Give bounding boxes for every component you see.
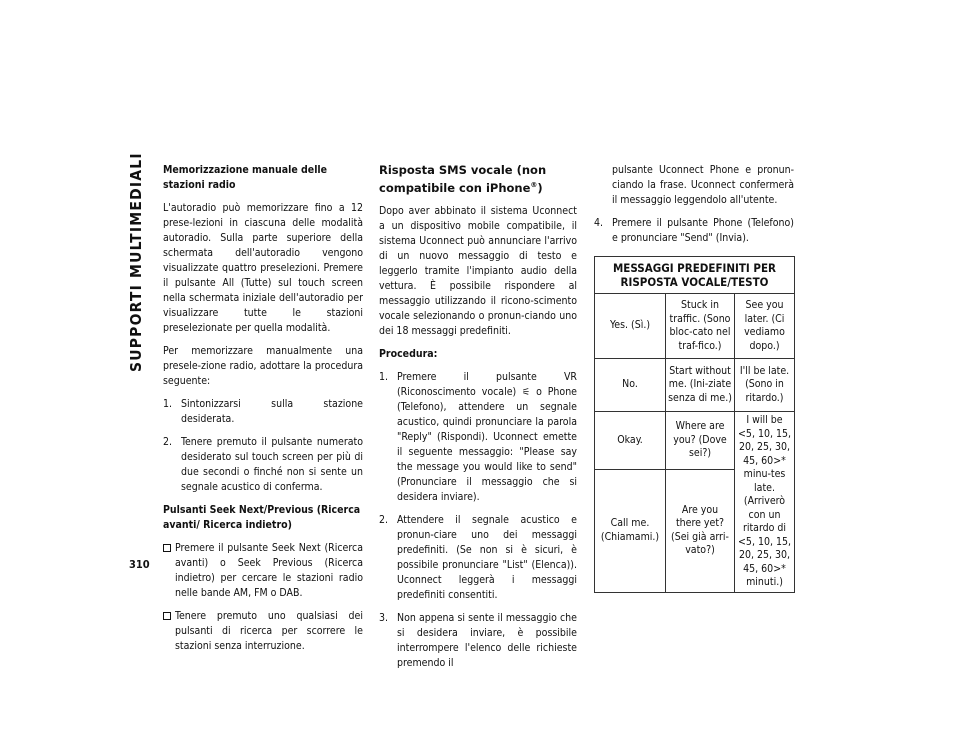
table-cell: Start without me. (Ini-ziate senza di me.) [666,359,735,412]
table-cell: Yes. (Sì.) [595,294,666,359]
list-item: pulsante Uconnect Phone e pronun-ciando la frase. Uconnect confermerà il messaggio leggendolo all'utente. [612,164,794,206]
table-cell: I will be <5, 10, 15, 20, 25, 30, 45, 60>* minu-tes late. (Arriverò con un ritardo di <5, 10, 15, 20, 25, 30, 45, 60>* minuti.) [735,412,795,593]
paragraph-presets-intro: L'autoradio può memorizzare fino a 12 prese-lezioni in ciascuna delle modalità autoradio. Sulla parte superiore della schermata dell'autoradio vengono visualizzate quattro preselezioni. Premere il pulsante All (Tutte) sul touch screen nella schermata iniziale dell'autoradio per visualizzare tutte le stazioni preselezionate per quella modalità. [163,202,363,334]
procedure-label: Procedura: [379,347,438,360]
table-cell: Stuck in traffic. (Sono bloc-cato nel traf-fico.) [666,294,735,359]
table-cell: No. [595,359,666,412]
preset-steps-list [163,397,363,495]
column-middle [379,163,577,679]
heading-seek-buttons: Pulsanti Seek Next/Previous (Ricerca avanti/ Ricerca indietro) [163,504,361,531]
column-left [163,163,363,662]
table-cell: Where are you? (Dove sei?) [666,412,735,470]
checkbox-square-icon [163,612,171,620]
page-number: 310 [129,558,150,571]
sms-steps-list [379,370,577,671]
table-cell: Okay. [595,412,666,470]
checkbox-square-icon [163,544,171,552]
table-cell: Are you there yet? (Sei già arri-vato?) [666,469,735,592]
table-cell: I'll be late. (Sono in ritardo.) [735,359,795,412]
paragraph-procedure-intro: Per memorizzare manualmente una presele-zione radio, adottare la procedura seguente: [163,345,363,387]
voice-recognition-icon: ⚟ [522,386,531,398]
table-cell: See you later. (Ci vediamo dopo.) [735,294,795,359]
heading-manual-presets: Memorizzazione manuale delle stazioni radio [163,164,328,191]
column-right [594,163,794,254]
paragraph-sms-intro: Dopo aver abbinato il sistema Uconnect a un dispositivo mobile compatibile, il sistema Uconnect può annunciare l'arrivo di un nuovo messaggio di testo e leggerlo tramite l'impianto audio della vettura. È possibile rispondere al messaggio utilizzando il ricono-scimento vocale selezionando o pronun-ciando uno dei 18 messaggi predefiniti. [379,204,577,337]
table-row [595,359,795,412]
heading-sms-voice-reply: Risposta SMS vocale (non compatibile con iPhone®) [379,163,547,195]
list-item: 3. Non appena si sente il messaggio che si desidera inviare, è possibile interrompere l'elenco delle richieste premendo il [379,611,577,669]
list-item: Tenere premuto uno qualsiasi dei pulsanti di ricerca per scorrere le stazioni senza interruzione. [163,609,363,654]
table-header: MESSAGGI PREDEFINITI PER RISPOSTA VOCALE/TESTO [595,257,795,294]
sms-steps-list-continued [594,163,794,246]
list-item: 2. Tenere premuto il pulsante numerato desiderato sul touch screen per più di due secondi o finché non si sente un segnale acustico di conferma. [163,436,363,493]
seek-bullet-list [163,541,363,654]
list-item: 4. Premere il pulsante Phone (Telefono) e pronunciare "Send" (Invia). [594,217,794,244]
predefined-messages-table [594,256,795,593]
table-row [595,294,795,359]
section-side-title: SUPPORTI MULTIMEDIALI [127,152,145,372]
list-item: 2. Attendere il segnale acustico e pronun-ciare uno dei messaggi predefiniti. (Se non si è sicuri, è possibile pronunciare "List" (Elenca)). Uconnect leggerà i messaggi predefiniti consentiti. [379,513,577,601]
list-item: 1. Sintonizzarsi sulla stazione desiderata. [163,398,363,425]
table-row [595,412,795,470]
table-cell: Call me. (Chiamami.) [595,469,666,592]
list-item: 1. Premere il pulsante VR (Riconoscimento vocale) ⚟ o Phone (Telefono), attendere un segnale acustico, quindi pronunciare la parola "Reply" (Rispondi). Uconnect emette il seguente messaggio: "Please say the message you would like to send" (Pronunciare il messaggio che si desidera inviare). [379,370,577,503]
list-item: Premere il pulsante Seek Next (Ricerca avanti) o Seek Previous (Ricerca indietro) per cercare le stazioni radio nelle bande AM, FM o DAB. [163,541,363,601]
